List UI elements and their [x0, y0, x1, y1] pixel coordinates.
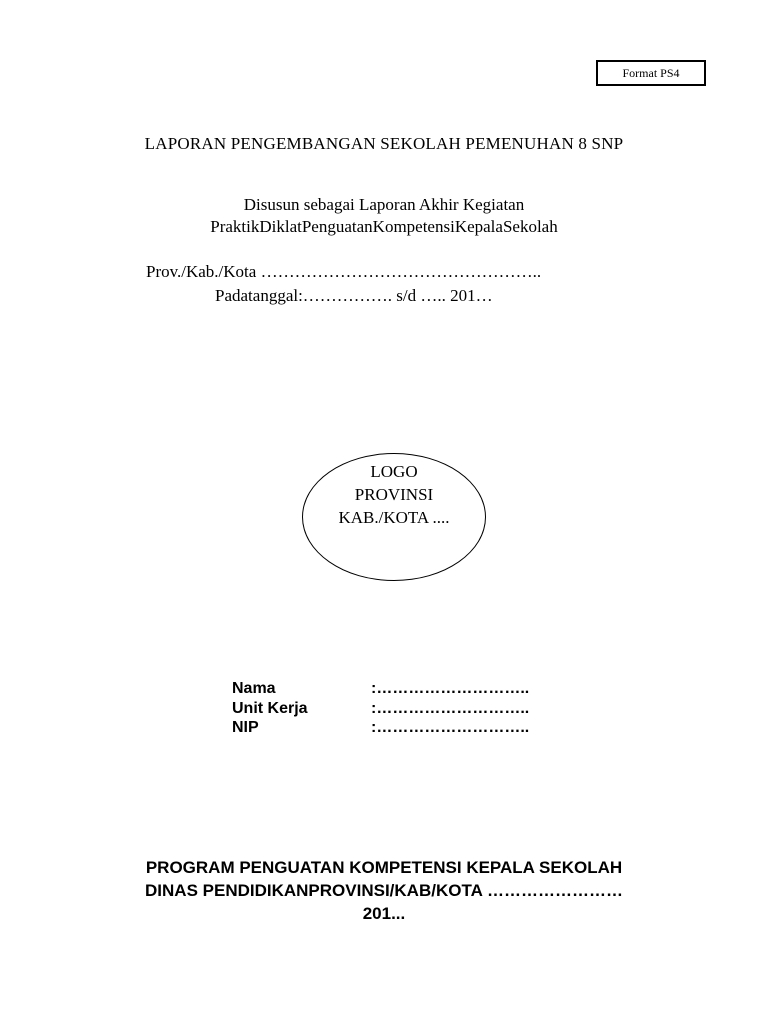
logo-line-2: PROVINSI: [354, 485, 434, 504]
province-line: Prov./Kab./Kota …………………………………………..: [146, 262, 542, 281]
date-line: Padatanggal:……………. s/d ….. 201…: [215, 286, 493, 305]
logo-line-3: KAB./KOTA ....: [338, 508, 450, 527]
logo-line-1: LOGO: [370, 462, 418, 481]
field-value-nama: :………………………..: [371, 680, 530, 697]
footer-line-2: DINAS PENDIDIKANPROVINSI/KAB/KOTA ……………………: [145, 881, 623, 900]
format-label: Format PS4: [596, 60, 706, 86]
footer-line-3: 201...: [362, 904, 406, 923]
subtitle-line-2: PraktikDiklatPenguatanKompetensiKepalaSekolah: [210, 217, 558, 236]
field-value-unit-kerja: :………………………..: [371, 700, 530, 717]
field-value-nip: :………………………..: [371, 719, 530, 736]
footer-line-1: PROGRAM PENGUATAN KOMPETENSI KEPALA SEKOLAH: [145, 858, 623, 877]
document-title: LAPORAN PENGEMBANGAN SEKOLAH PEMENUHAN 8 SNP: [144, 134, 624, 153]
logo-placeholder-text: [302, 460, 486, 529]
field-label-unit-kerja: Unit Kerja: [232, 700, 308, 717]
subtitle-line-1: Disusun sebagai Laporan Akhir Kegiatan: [243, 195, 525, 214]
field-label-nama: Nama: [232, 680, 276, 697]
field-label-nip: NIP: [232, 719, 259, 736]
